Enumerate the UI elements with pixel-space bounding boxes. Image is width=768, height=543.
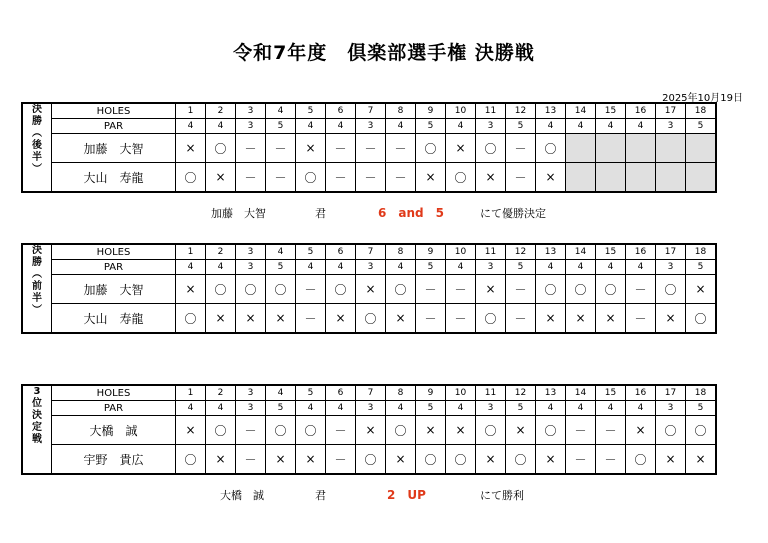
- holes-row: [22, 244, 716, 260]
- result-winner: 加藤 大智: [211, 207, 266, 220]
- player-row: [22, 134, 716, 163]
- hole-number: 1: [176, 385, 206, 401]
- hole-number: 13: [536, 385, 566, 401]
- hole-number: 3: [236, 244, 266, 260]
- player-row: [22, 304, 716, 334]
- hole-number: 6: [326, 244, 356, 260]
- section-label: [22, 103, 52, 192]
- hole-result: ×: [206, 163, 236, 193]
- hole-result: ×: [236, 304, 266, 334]
- hole-result: －: [596, 445, 626, 475]
- hole-result: －: [236, 416, 266, 445]
- hole-result: 〇: [566, 275, 596, 304]
- hole-result: 〇: [296, 163, 326, 193]
- hole-number: 6: [326, 103, 356, 119]
- hole-number: 14: [566, 244, 596, 260]
- hole-number: 8: [386, 385, 416, 401]
- hole-number: 10: [446, 103, 476, 119]
- player-row: [22, 445, 716, 475]
- holes-header: HOLES: [52, 385, 176, 401]
- player-name: 大山 寿龍: [52, 304, 176, 334]
- hole-result: ×: [686, 445, 717, 475]
- hole-result: 〇: [356, 445, 386, 475]
- hole-result: －: [236, 134, 266, 163]
- par-value: 4: [176, 260, 206, 275]
- hole-result: 〇: [656, 416, 686, 445]
- hole-result: ×: [326, 304, 356, 334]
- result-kun: 君: [315, 489, 326, 502]
- hole-result: 〇: [326, 275, 356, 304]
- hole-result: －: [356, 134, 386, 163]
- hole-result: ×: [476, 163, 506, 193]
- hole-number: 16: [626, 385, 656, 401]
- result-suffix: にて勝利: [480, 489, 524, 502]
- par-value: 4: [446, 119, 476, 134]
- hole-result: ×: [416, 416, 446, 445]
- hole-result: ×: [356, 416, 386, 445]
- hole-number: 1: [176, 244, 206, 260]
- player-name: 加藤 大智: [52, 275, 176, 304]
- par-value: 4: [296, 260, 326, 275]
- holes-header: HOLES: [52, 244, 176, 260]
- section-label-char: ︶: [32, 164, 42, 175]
- par-value: 4: [386, 260, 416, 275]
- hole-number: 11: [476, 244, 506, 260]
- par-value: 5: [506, 119, 536, 134]
- match-date: 2025年10月19日: [662, 93, 743, 104]
- hole-number: 14: [566, 385, 596, 401]
- hole-result: ×: [656, 445, 686, 475]
- hole-result: －: [596, 416, 626, 445]
- hole-result: 〇: [536, 275, 566, 304]
- par-value: 3: [236, 401, 266, 416]
- hole-result: ×: [536, 304, 566, 334]
- hole-result: －: [416, 275, 446, 304]
- hole-result: ×: [266, 445, 296, 475]
- par-value: 4: [326, 119, 356, 134]
- player-row: [22, 275, 716, 304]
- hole-result: －: [626, 304, 656, 334]
- par-value: 5: [416, 401, 446, 416]
- hole-result: 〇: [206, 416, 236, 445]
- hole-number: 5: [296, 385, 326, 401]
- hole-result: ×: [416, 163, 446, 193]
- section-label-char: 位: [32, 398, 42, 409]
- hole-number: 4: [266, 385, 296, 401]
- hole-number: 4: [266, 103, 296, 119]
- hole-result: 〇: [626, 445, 656, 475]
- hole-result: －: [386, 163, 416, 193]
- hole-result: 〇: [446, 163, 476, 193]
- par-value: 3: [476, 119, 506, 134]
- par-value: 4: [326, 260, 356, 275]
- hole-number: 12: [506, 103, 536, 119]
- player-row: [22, 416, 716, 445]
- par-value: 4: [626, 119, 656, 134]
- par-header: PAR: [52, 119, 176, 134]
- hole-result: －: [266, 134, 296, 163]
- hole-result: －: [566, 445, 596, 475]
- hole-result: [656, 163, 686, 193]
- par-value: 5: [266, 401, 296, 416]
- hole-result: －: [236, 445, 266, 475]
- hole-result: 〇: [206, 275, 236, 304]
- hole-number: 17: [656, 385, 686, 401]
- player-name: 加藤 大智: [52, 134, 176, 163]
- hole-result: [656, 134, 686, 163]
- hole-result: －: [296, 304, 326, 334]
- section-label-char: ︵: [32, 269, 42, 280]
- par-value: 3: [236, 119, 266, 134]
- par-value: 5: [686, 401, 717, 416]
- hole-result: 〇: [656, 275, 686, 304]
- hole-number: 15: [596, 385, 626, 401]
- hole-result: ×: [626, 416, 656, 445]
- section-label-char: ︵: [32, 128, 42, 139]
- player-name: 大山 寿龍: [52, 163, 176, 193]
- result-score: 6 and 5: [378, 206, 444, 220]
- par-value: 4: [596, 119, 626, 134]
- hole-number: 11: [476, 103, 506, 119]
- section-label-char: 戦: [32, 434, 42, 445]
- holes-row: [22, 103, 716, 119]
- par-value: 3: [656, 119, 686, 134]
- hole-result: ×: [176, 275, 206, 304]
- hole-result: －: [326, 163, 356, 193]
- par-value: 5: [416, 260, 446, 275]
- hole-number: 15: [596, 244, 626, 260]
- hole-result: ×: [386, 304, 416, 334]
- hole-result: [626, 163, 656, 193]
- holes-row: [22, 385, 716, 401]
- hole-number: 9: [416, 103, 446, 119]
- player-name: 大橋 誠: [52, 416, 176, 445]
- hole-number: 9: [416, 385, 446, 401]
- hole-result: 〇: [476, 134, 506, 163]
- result-score: 2 UP: [387, 488, 426, 502]
- hole-number: 5: [296, 103, 326, 119]
- par-value: 4: [596, 260, 626, 275]
- hole-result: 〇: [176, 163, 206, 193]
- hole-result: ×: [206, 304, 236, 334]
- hole-result: ×: [206, 445, 236, 475]
- hole-result: 〇: [266, 416, 296, 445]
- hole-number: 3: [236, 103, 266, 119]
- par-value: 4: [176, 119, 206, 134]
- hole-result: －: [506, 134, 536, 163]
- section-label-char: 3: [33, 386, 41, 397]
- hole-number: 10: [446, 385, 476, 401]
- hole-number: 17: [656, 103, 686, 119]
- hole-result: 〇: [206, 134, 236, 163]
- hole-result: 〇: [416, 445, 446, 475]
- hole-number: 11: [476, 385, 506, 401]
- section-label: [22, 385, 52, 474]
- par-row: [22, 119, 716, 134]
- par-value: 4: [536, 119, 566, 134]
- par-value: 4: [206, 260, 236, 275]
- hole-number: 17: [656, 244, 686, 260]
- section-label-char: 決: [32, 410, 42, 421]
- par-value: 3: [656, 260, 686, 275]
- hole-number: 16: [626, 244, 656, 260]
- player-name: 宇野 貴広: [52, 445, 176, 475]
- par-value: 5: [686, 119, 717, 134]
- par-value: 3: [356, 260, 386, 275]
- hole-result: ×: [566, 304, 596, 334]
- par-value: 3: [356, 401, 386, 416]
- hole-number: 5: [296, 244, 326, 260]
- par-value: 5: [506, 401, 536, 416]
- hole-number: 8: [386, 244, 416, 260]
- result-suffix: にて優勝決定: [480, 207, 546, 220]
- hole-result: －: [326, 445, 356, 475]
- hole-result: ×: [176, 134, 206, 163]
- scorecard-final-back-nine: [21, 102, 717, 193]
- par-row: [22, 260, 716, 275]
- par-value: 5: [506, 260, 536, 275]
- par-value: 4: [536, 260, 566, 275]
- hole-result: －: [356, 163, 386, 193]
- hole-result: 〇: [236, 275, 266, 304]
- section-label-char: 定: [32, 422, 42, 433]
- hole-result: 〇: [686, 416, 717, 445]
- hole-number: 1: [176, 103, 206, 119]
- par-value: 4: [446, 401, 476, 416]
- hole-result: －: [446, 304, 476, 334]
- hole-number: 2: [206, 385, 236, 401]
- par-value: 4: [566, 119, 596, 134]
- section-label-char: 半: [32, 293, 42, 304]
- hole-number: 16: [626, 103, 656, 119]
- hole-result: ×: [446, 134, 476, 163]
- hole-number: 13: [536, 244, 566, 260]
- hole-number: 2: [206, 103, 236, 119]
- hole-result: ×: [596, 304, 626, 334]
- hole-result: ×: [296, 445, 326, 475]
- par-header: PAR: [52, 401, 176, 416]
- hole-result: [686, 163, 717, 193]
- player-row: [22, 163, 716, 193]
- hole-number: 10: [446, 244, 476, 260]
- par-value: 4: [206, 401, 236, 416]
- hole-number: 12: [506, 244, 536, 260]
- hole-result: －: [446, 275, 476, 304]
- par-value: 4: [446, 260, 476, 275]
- hole-result: －: [506, 275, 536, 304]
- hole-result: 〇: [266, 275, 296, 304]
- hole-number: 2: [206, 244, 236, 260]
- hole-number: 15: [596, 103, 626, 119]
- par-value: 3: [476, 260, 506, 275]
- hole-result: ×: [266, 304, 296, 334]
- hole-result: 〇: [386, 275, 416, 304]
- scorecard-final-front-nine: [21, 243, 717, 334]
- par-value: 3: [656, 401, 686, 416]
- par-value: 4: [326, 401, 356, 416]
- par-value: 4: [566, 401, 596, 416]
- hole-number: 7: [356, 103, 386, 119]
- hole-result: 〇: [356, 304, 386, 334]
- hole-result: ×: [476, 445, 506, 475]
- hole-result: ×: [536, 445, 566, 475]
- hole-number: 14: [566, 103, 596, 119]
- hole-result: －: [566, 416, 596, 445]
- hole-number: 8: [386, 103, 416, 119]
- hole-number: 9: [416, 244, 446, 260]
- hole-result: 〇: [176, 304, 206, 334]
- par-value: 3: [356, 119, 386, 134]
- par-value: 5: [266, 119, 296, 134]
- hole-result: －: [266, 163, 296, 193]
- par-value: 5: [686, 260, 717, 275]
- par-value: 4: [626, 260, 656, 275]
- result-kun: 君: [315, 207, 326, 220]
- par-value: 4: [596, 401, 626, 416]
- hole-result: ×: [296, 134, 326, 163]
- par-value: 3: [236, 260, 266, 275]
- hole-result: ×: [446, 416, 476, 445]
- result-winner: 大橋 誠: [220, 489, 264, 502]
- hole-result: ×: [356, 275, 386, 304]
- par-value: 4: [176, 401, 206, 416]
- par-value: 4: [386, 119, 416, 134]
- hole-result: ×: [686, 275, 717, 304]
- hole-result: －: [506, 304, 536, 334]
- par-value: 3: [476, 401, 506, 416]
- section-label-char: 勝: [32, 257, 42, 268]
- hole-result: ×: [176, 416, 206, 445]
- hole-result: ×: [506, 416, 536, 445]
- hole-result: 〇: [476, 416, 506, 445]
- hole-number: 3: [236, 385, 266, 401]
- par-value: 5: [266, 260, 296, 275]
- hole-number: 13: [536, 103, 566, 119]
- hole-number: 7: [356, 385, 386, 401]
- hole-result: [596, 134, 626, 163]
- page-title: 令和7年度 倶楽部選手権 決勝戦: [233, 42, 535, 64]
- hole-result: ×: [656, 304, 686, 334]
- par-value: 4: [536, 401, 566, 416]
- section-label-char: 後: [32, 140, 42, 151]
- section-label-char: 半: [32, 152, 42, 163]
- hole-result: [566, 134, 596, 163]
- hole-result: 〇: [386, 416, 416, 445]
- hole-result: ×: [386, 445, 416, 475]
- hole-result: 〇: [596, 275, 626, 304]
- section-label-char: 決: [32, 104, 42, 115]
- section-label-char: ︶: [32, 305, 42, 316]
- hole-result: ×: [536, 163, 566, 193]
- hole-number: 4: [266, 244, 296, 260]
- scorecard-third-place: [21, 384, 717, 475]
- par-value: 4: [626, 401, 656, 416]
- par-value: 5: [416, 119, 446, 134]
- par-value: 4: [296, 401, 326, 416]
- hole-result: 〇: [476, 304, 506, 334]
- hole-result: ×: [476, 275, 506, 304]
- hole-result: 〇: [446, 445, 476, 475]
- section-label-char: 勝: [32, 116, 42, 127]
- hole-result: [626, 134, 656, 163]
- section-label-char: 前: [32, 281, 42, 292]
- par-value: 4: [566, 260, 596, 275]
- hole-result: －: [236, 163, 266, 193]
- hole-number: 18: [686, 385, 717, 401]
- hole-result: 〇: [176, 445, 206, 475]
- hole-result: 〇: [686, 304, 717, 334]
- hole-result: －: [296, 275, 326, 304]
- par-value: 4: [206, 119, 236, 134]
- hole-result: 〇: [536, 134, 566, 163]
- hole-result: －: [416, 304, 446, 334]
- hole-result: [686, 134, 717, 163]
- hole-number: 18: [686, 103, 717, 119]
- hole-result: 〇: [536, 416, 566, 445]
- hole-result: 〇: [506, 445, 536, 475]
- hole-result: －: [326, 416, 356, 445]
- par-row: [22, 401, 716, 416]
- hole-result: 〇: [296, 416, 326, 445]
- par-header: PAR: [52, 260, 176, 275]
- holes-header: HOLES: [52, 103, 176, 119]
- hole-number: 18: [686, 244, 717, 260]
- hole-number: 7: [356, 244, 386, 260]
- hole-result: [596, 163, 626, 193]
- par-value: 4: [386, 401, 416, 416]
- hole-result: [566, 163, 596, 193]
- hole-number: 12: [506, 385, 536, 401]
- hole-result: －: [386, 134, 416, 163]
- hole-result: －: [506, 163, 536, 193]
- par-value: 4: [296, 119, 326, 134]
- hole-result: －: [326, 134, 356, 163]
- hole-number: 6: [326, 385, 356, 401]
- hole-result: 〇: [416, 134, 446, 163]
- hole-result: －: [626, 275, 656, 304]
- section-label-char: 決: [32, 245, 42, 256]
- section-label: [22, 244, 52, 333]
